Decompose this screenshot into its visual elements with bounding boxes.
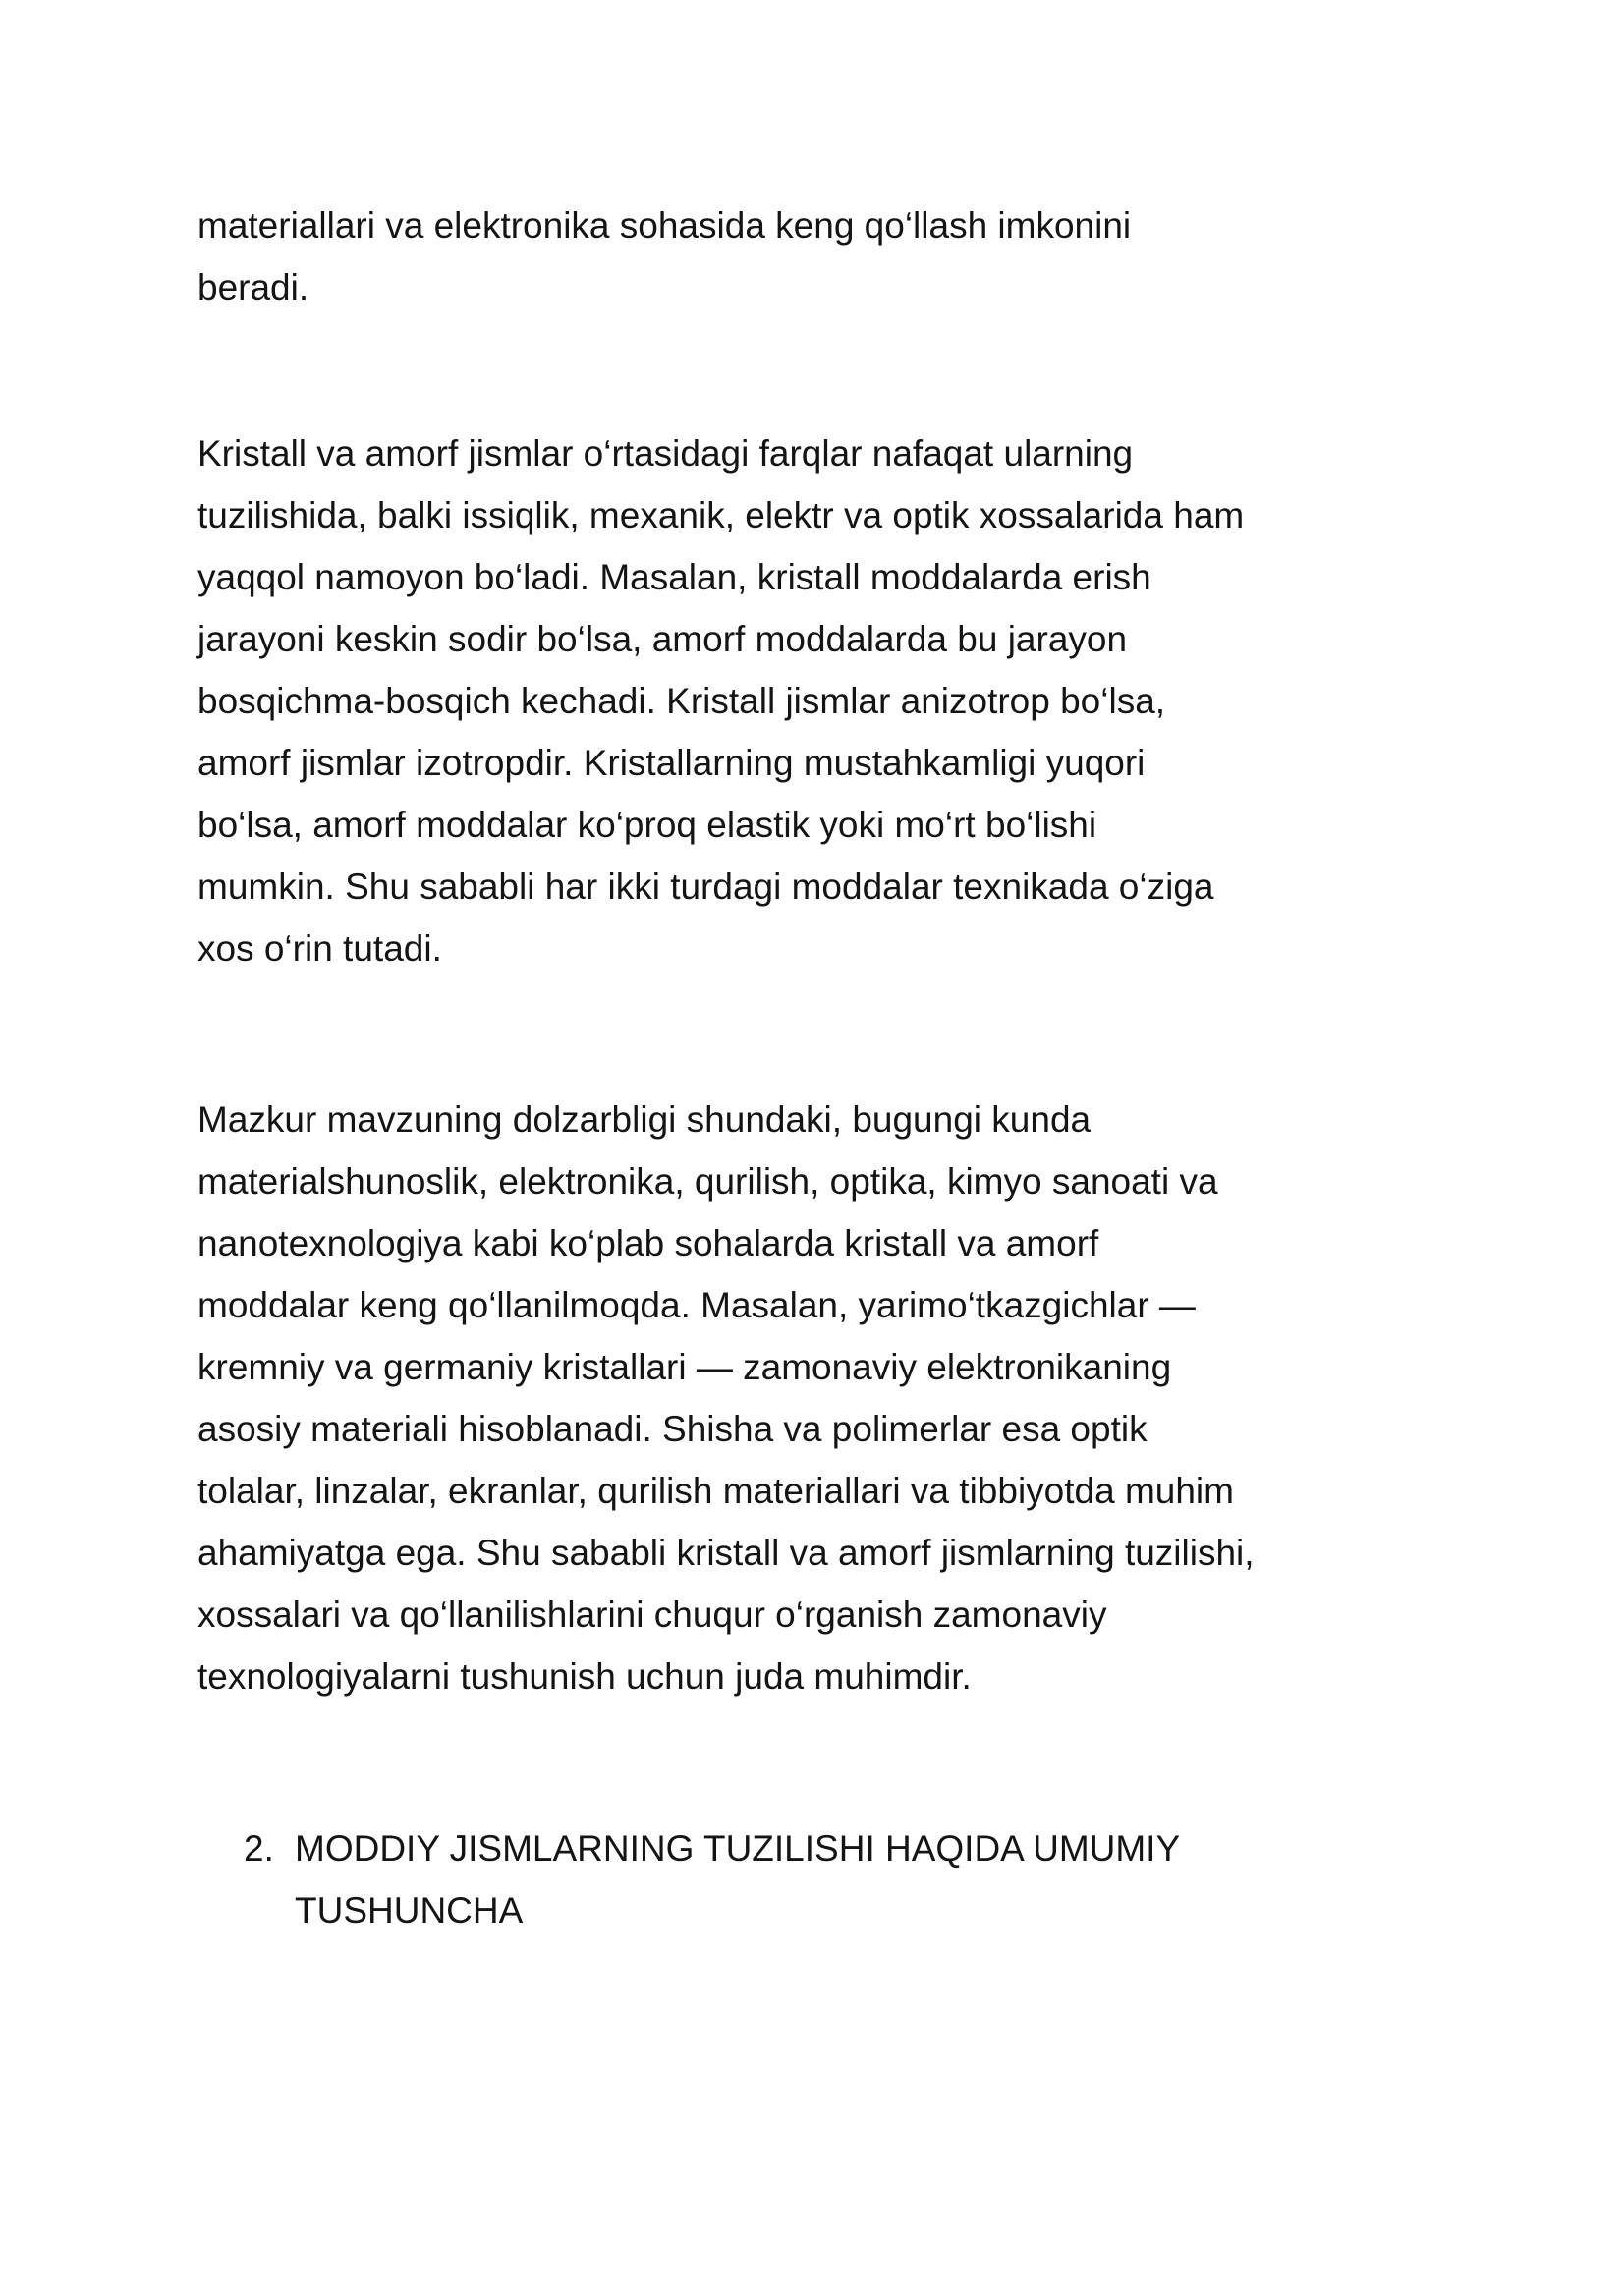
text-line: yaqqol namoyon bo‘ladi. Masalan, kristall moddalarda erish: [197, 557, 1151, 597]
section-title-line: TUSHUNCHA: [295, 1890, 524, 1931]
text-line: xossalari va qo‘llanilishlarini chuqur o‘rganish zamonaviy: [197, 1595, 1107, 1635]
text-line: Mazkur mavzuning dolzarbligi shundaki, bugungi kunda: [197, 1099, 1092, 1140]
text-line: nanotexnologiya kabi ko‘plab sohalarda kristall va amorf: [197, 1223, 1099, 1263]
text-line: asosiy materiali hisoblanadi. Shisha va polimerlar esa optik: [197, 1409, 1148, 1449]
text-line: mumkin. Shu sababli har ikki turdagi moddalar texnikada o‘ziga: [197, 867, 1214, 907]
text-line: jarayoni keskin sodir bo‘lsa, amorf moddalarda bu jarayon: [197, 619, 1128, 659]
text-line: xos o‘rin tutadi.: [197, 928, 442, 969]
paragraph-relevance: [197, 1089, 1445, 1708]
text-line: bosqichma-bosqich kechadi. Kristall jismlar anizotrop bo‘lsa,: [197, 681, 1166, 721]
text-line: amorf jismlar izotropdir. Kristallarning mustahkamligi yuqori: [197, 743, 1146, 783]
text-line: moddalar keng qo‘llanilmoqda. Masalan, yarimo‘tkazgichlar —: [197, 1285, 1196, 1325]
section-title: [295, 1818, 1180, 1941]
text-line: beradi.: [197, 267, 309, 308]
text-line: tuzilishida, balki issiqlik, mexanik, elektr va optik xossalarida ham: [197, 495, 1245, 535]
text-line: bo‘lsa, amorf moddalar ko‘proq elastik yoki mo‘rt bo‘lishi: [197, 805, 1097, 845]
text-line: texnologiyalarni tushunish uchun juda muhimdir.: [197, 1656, 972, 1697]
text-line: materialshunoslik, elektronika, qurilish, optika, kimyo sanoati va: [197, 1161, 1218, 1202]
text-line: tolalar, linzalar, ekranlar, qurilish materiallari va tibbiyotda muhim: [197, 1471, 1234, 1511]
text-line: ahamiyatga ega. Shu sababli kristall va amorf jismlarning tuzilishi,: [197, 1533, 1255, 1573]
section-title-line: MODDIY JISMLARNING TUZILISHI HAQIDA UMUMIY: [295, 1828, 1181, 1869]
text-line: Kristall va amorf jismlar o‘rtasidagi farqlar nafaqat ularning: [197, 433, 1134, 474]
text-line: kremniy va germaniy kristallari — zamonaviy elektronikaning: [197, 1347, 1172, 1387]
text-line: materiallari va elektronika sohasida keng qo‘llash imkonini: [197, 205, 1132, 246]
paragraph-differences: [197, 422, 1445, 980]
section-number: 2.: [244, 1828, 274, 1869]
paragraph-continuation: [197, 195, 1445, 318]
